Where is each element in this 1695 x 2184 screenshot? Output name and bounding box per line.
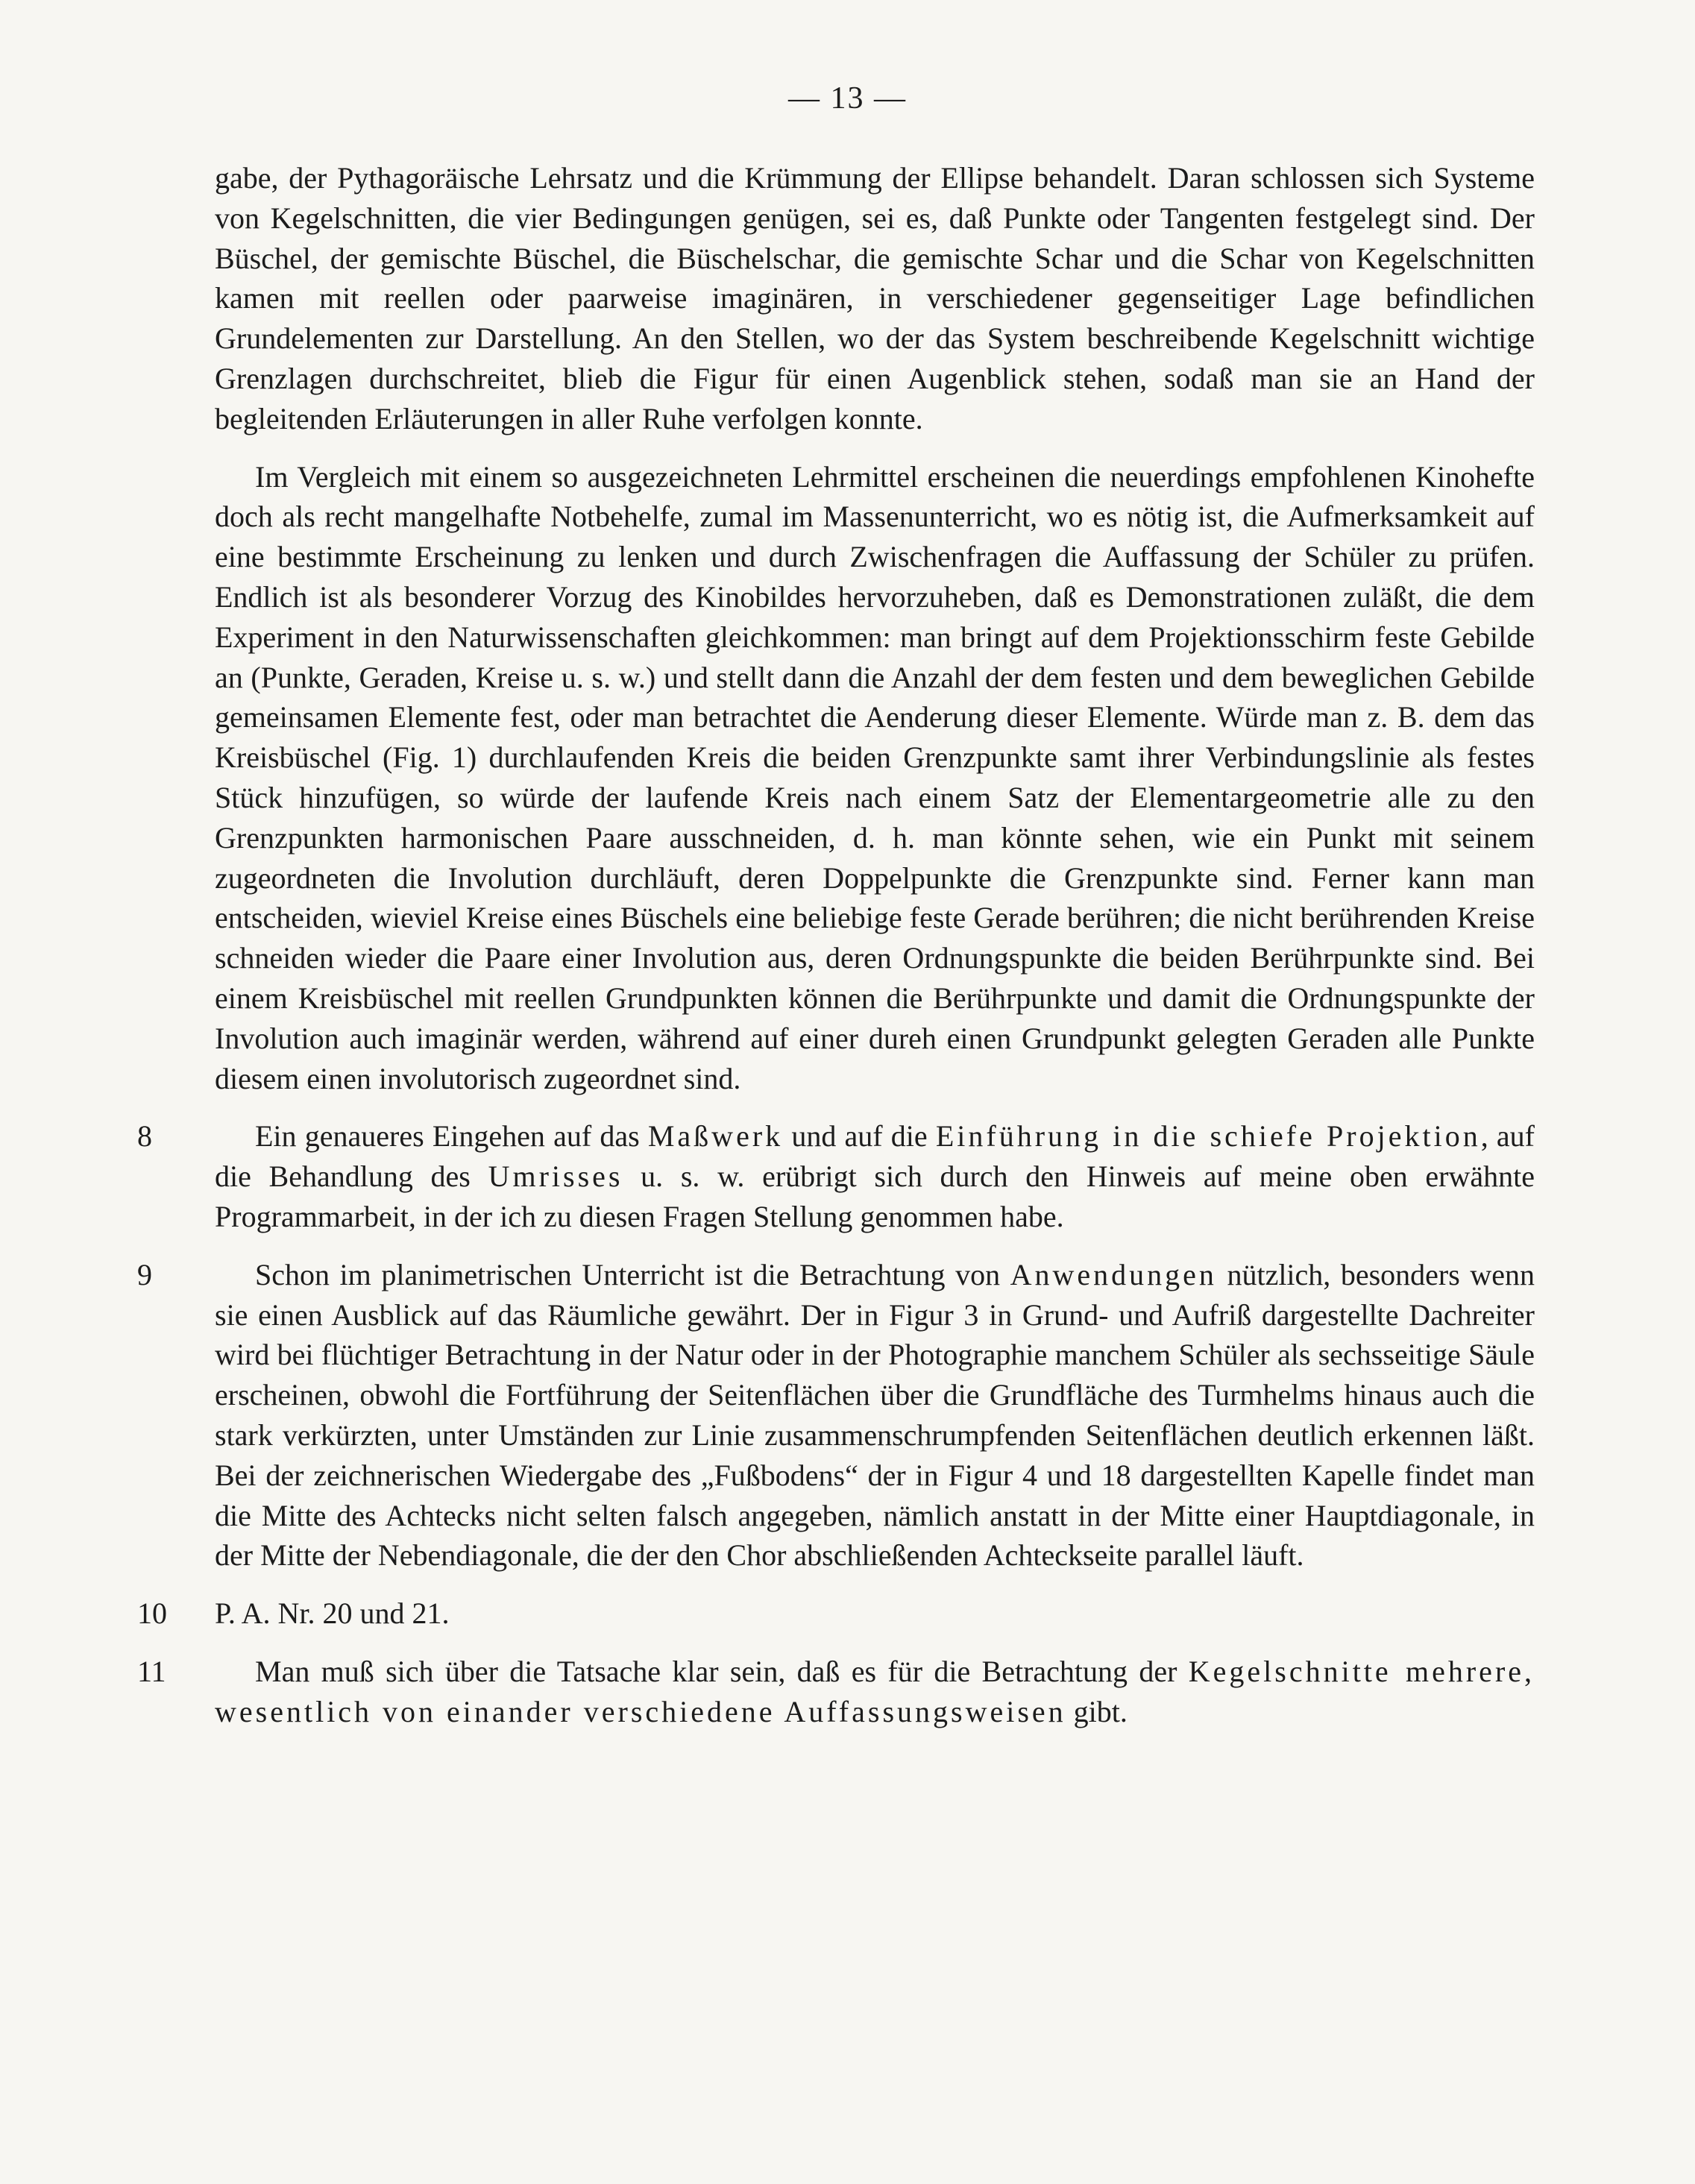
- spaced-term: Kegelschnitte mehrere, wesentlich von einander verschiedene Auffassungsweisen: [215, 1654, 1535, 1728]
- paragraph-kinohefte: Im Vergleich mit einem so ausgezeichneten Lehrmittel erscheinen die neuerdings empfohlenen Kinohefte doch als recht mangelhafte Notbehelfe, zumal im Massenunterricht, wo es nötig ist, die Aufmerksamkeit auf eine bestimmte Erscheinung zu lenken und durch Zwischenfragen die Auffassung der Schüler zu prüfen. Endlich ist als besonderer Vorzug des Kinobildes hervorzuheben, daß es Demonstrationen zuläßt, die dem Experiment in den Naturwissenschaften gleichkommen: man bringt auf dem Projektionsschirm feste Gebilde an (Punkte, Geraden, Kreise u. s. w.) und stellt dann die Anzahl der dem festen und dem beweglichen Gebilde gemeinsamen Elemente fest, oder man betrachtet die Aenderung dieser Elemente. Würde man z. B. dem das Kreisbüschel (Fig. 1) durchlaufenden Kreis die beiden Grenzpunkte samt ihrer Verbindungslinie als festes Stück hinzufügen, so würde der laufende Kreis nach einem Satz der Elementargeometrie alle zu den Grenzpunkten harmonischen Paare ausschneiden, d. h. man könnte sehen, wie ein Punkt mit seinem zugeordneten die Involution durchläuft, deren Doppelpunkte die Grenzpunkte sind. Ferner kann man entscheiden, wieviel Kreise eines Büschels eine beliebige feste Gerade berühren; die nicht berührenden Kreise schneiden wieder die Paare einer Involution aus, deren Ordnungspunkte die beiden Berührpunkte sind. Bei einem Kreisbüschel mit reellen Grundpunkten können die Berührpunkte und damit die Ordnungspunkte der Involution auch imaginär werden, während auf einer dureh einen Grundpunkt gelegten Geraden alle Punkte diesem einen involutorisch zugeordnet sind.: [215, 459, 1535, 1095]
- footnote-number: 9: [137, 1257, 152, 1291]
- footnote-10: 10 P. A. Nr. 20 und 21.: [215, 1593, 1535, 1634]
- footnote-9: 9 Schon im planimetrischen Unterricht ist die Betrachtung von Anwendungen nützlich, besonders wenn sie einen Ausblick auf das Räumliche gewährt. Der in Figur 3 in Grund- und Aufriß dargestellte Dachreiter wird bei flüchtiger Betrachtung in der Natur oder in der Photographie manchem Schüler als sechsseitige Säule erscheinen, obwohl die Fortführung der Seitenflächen über die Grundfläche des Turmhelms hinaus auch die stark verkürzten, unter Umständen zur Linie zusammenschrumpfenden Seitenflächen deutlich erkennen läßt. Bei der zeichnerischen Wiedergabe des „Fußbodens“ der in Figur 4 und 18 dargestellten Kapelle findet man die Mitte des Achtecks nicht selten falsch angegeben, nämlich anstatt in der Mitte einer Hauptdiagonale, in der Mitte der Nebendiagonale, die der den Chor abschließenden Achteckseite parallel läuft.: [215, 1255, 1535, 1576]
- page-number: — 13 —: [788, 81, 907, 116]
- spaced-term: Anwendungen: [1010, 1257, 1217, 1291]
- footnote-11: 11 Man muß sich über die Tatsache klar sein, daß es für die Betrachtung der Kegelschnitte mehrere, wesentlich von einander verschiedene Auffassungsweisen gibt.: [215, 1652, 1535, 1732]
- spaced-term: Maßwerk: [647, 1119, 784, 1154]
- spaced-term: Umrisses: [488, 1159, 623, 1194]
- paragraph-continuation: gabe, der Pythagoräische Lehrsatz und die Krümmung der Ellipse behandelt. Daran schlossen sich Systeme von Kegelschnitten, die vier Bedingungen genügen, sei es, daß Punkte oder Tangenten festgelegt sind. Der Büschel, der gemischte Büschel, die Büschelschar, die gemischte Schar und die Schar von Kegelschnitten kamen mit reellen oder paarweise imaginären, in verschiedener gegenseitiger Lage befindlichen Grundelementen zur Darstellung. An den Stellen, wo der das System beschreibende Kegelschnitt wichtige Grenzlagen durchschreitet, blieb die Figur für einen Augenblick stehen, sodaß man sie an Hand der begleitenden Erläuterungen in aller Ruhe verfolgen konnte.: [215, 161, 1535, 435]
- footnote-number: 10: [137, 1596, 167, 1631]
- footnote-number: 11: [137, 1654, 166, 1688]
- spaced-term: Einführung in die schiefe Projektion: [935, 1119, 1481, 1154]
- footnote-number: 8: [137, 1119, 152, 1154]
- page-body: [137, 158, 1535, 1731]
- footnote-8: 8 Ein genaueres Eingehen auf das Maßwerk und auf die Einführung in die schiefe Projektion, auf die Behandlung des Umrisses u. s. w. erübrigt sich durch den Hinweis auf meine oben erwähnte Programmarbeit, in der ich zu diesen Fragen Stellung genommen habe.: [215, 1116, 1535, 1236]
